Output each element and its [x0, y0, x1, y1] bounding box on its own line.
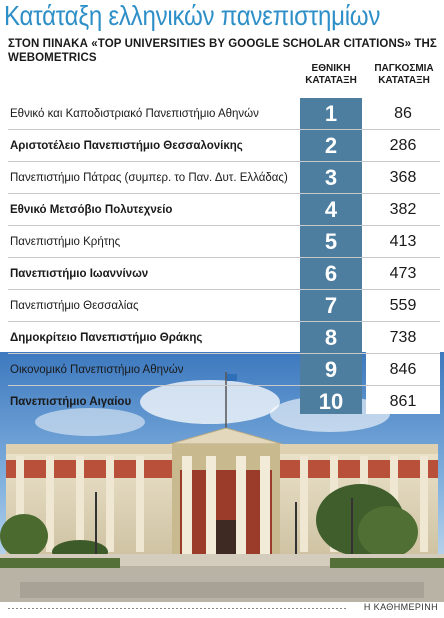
university-name: Πανεπιστήμιο Κρήτης: [10, 236, 121, 248]
table-row: [8, 354, 440, 386]
national-rank: 7: [324, 293, 338, 318]
world-rank: 559: [389, 297, 417, 314]
page-title: Κατάταξη ελληνικών πανεπιστημίων: [4, 0, 381, 31]
source-credit: Η ΚΑΘΗΜΕΡΙΝΗ: [363, 602, 438, 612]
university-name: Πανεπιστήμιο Αιγαίου: [10, 396, 132, 408]
table-row: [8, 98, 440, 130]
national-rank: 3: [324, 165, 338, 190]
university-name: Οικονομικό Πανεπιστήμιο Αθηνών: [10, 364, 184, 376]
table-row: [8, 130, 440, 162]
national-rank: 1: [324, 101, 338, 126]
national-rank: 8: [324, 325, 338, 350]
world-rank: 382: [389, 201, 417, 218]
world-rank: 846: [389, 361, 417, 378]
national-rank: 5: [324, 229, 338, 254]
world-rank: 738: [389, 329, 417, 346]
university-name: Πανεπιστήμιο Θεσσαλίας: [10, 300, 139, 312]
table-row: [8, 194, 440, 226]
national-rank: 9: [324, 357, 338, 382]
national-rank: 10: [318, 389, 344, 414]
footer-divider: [8, 608, 348, 609]
table-row: [8, 226, 440, 258]
table-row: [8, 258, 440, 290]
table-row: [8, 386, 440, 418]
national-rank: 4: [324, 197, 338, 222]
world-rank: 368: [389, 169, 417, 186]
national-rank: 6: [324, 261, 338, 286]
table-row: [8, 290, 440, 322]
university-name: Αριστοτέλειο Πανεπιστήμιο Θεσσαλονίκης: [10, 140, 243, 152]
page-subtitle: ΣΤΟΝ ΠΙΝΑΚΑ «TOP UNIVERSITIES BY GOOGLE SCHOLAR CITATIONS» ΤΗΣ WEBOMETRICS: [8, 38, 437, 64]
table-row: [8, 322, 440, 354]
world-rank: 473: [389, 265, 417, 282]
university-name: Εθνικό Μετσόβιο Πολυτεχνείο: [10, 204, 173, 216]
university-name: Εθνικό και Καποδιστριακό Πανεπιστήμιο Αθηνών: [10, 108, 259, 120]
world-rank: 861: [389, 393, 417, 410]
university-name: Πανεπιστήμιο Πάτρας (συμπερ. το Παν. Δυτ. Ελλάδας): [10, 172, 288, 184]
university-name: Δημοκρίτειο Πανεπιστήμιο Θράκης: [10, 332, 203, 344]
university-name: Πανεπιστήμιο Ιωαννίνων: [10, 268, 149, 280]
national-rank-header: ΕΘΝΙΚΗ ΚΑΤΑΤΑΞΗ: [305, 63, 357, 86]
table-row: [8, 162, 440, 194]
world-rank: 86: [394, 105, 412, 122]
world-rank: 413: [389, 233, 417, 250]
world-rank-header: ΠΑΓΚΟΣΜΙΑ ΚΑΤΑΤΑΞΗ: [374, 63, 434, 86]
national-rank: 2: [324, 133, 338, 158]
world-rank: 286: [389, 137, 417, 154]
